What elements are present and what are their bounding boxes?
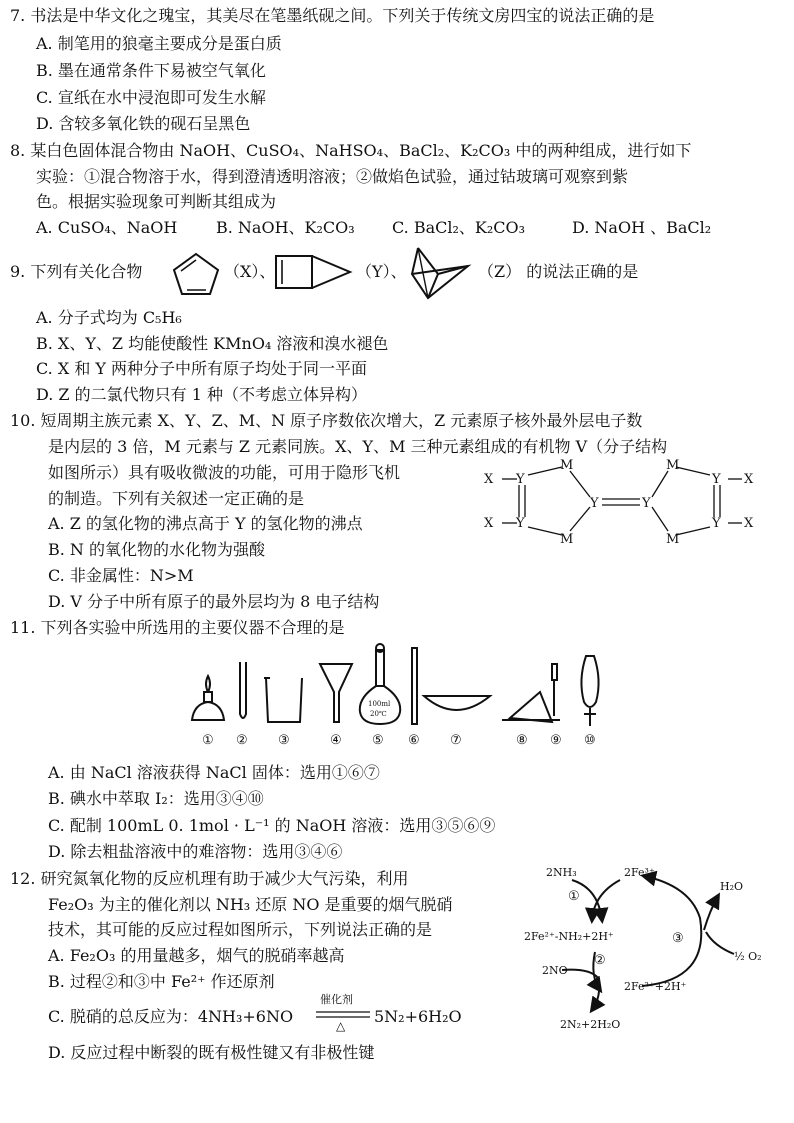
q8-option-b: B. NaOH、K₂CO₃ (216, 218, 355, 237)
q12-option-b: B. 过程②和③中 Fe²⁺ 作还原剂 (48, 972, 275, 991)
q8-stem-line1: 8. 某白色固体混合物由 NaOH、CuSO₄、NaHSO₄、BaCl₂、K₂CO₃ 中的两种组成，进行如下 (10, 141, 692, 160)
q8-option-c: C. BaCl₂、K₂CO₃ (392, 218, 526, 237)
cycle-o2: ½ O₂ (734, 950, 762, 963)
atom-x-4: X (744, 516, 754, 531)
apparatus-label-6: ⑥ (408, 733, 420, 748)
q12-catalyst-label: 催化剂 (320, 993, 353, 1006)
q9-option-a: A. 分子式均为 C₅H₆ (36, 308, 182, 327)
q12-heat-symbol: △ (336, 1019, 346, 1033)
q12-stem-line3: 技术，其可能的反应过程如图所示，下列说法正确的是 (48, 920, 433, 939)
q10-stem-line4: 的制造。下列有关叙述一定正确的是 (48, 489, 305, 508)
q8-option-a: A. CuSO₄、NaOH (36, 218, 178, 237)
reaction-cycle-diagram (520, 860, 790, 1036)
atom-x-3: X (744, 472, 754, 487)
q12-option-c-reactants: C. 脱硝的总反应为：4NH₃+6NO (48, 1007, 294, 1026)
q11-option-c: C. 配制 100mL 0. 1mol · L⁻¹ 的 NaOH 溶液：选用③⑤⑥⑨ (48, 816, 496, 835)
q7-option-a: A. 制笔用的狼毫主要成分是蛋白质 (36, 34, 282, 53)
q9-option-b: B. X、Y、Z 均能使酸性 KMnO₄ 溶液和溴水褪色 (36, 334, 389, 353)
q9-label-z: （Z） 的说法正确的是 (478, 262, 639, 281)
flask-volume-label: 100ml (368, 700, 391, 708)
q11-stem: 11. 下列各实验中所选用的主要仪器不合理的是 (10, 618, 345, 637)
cycle-nh3: 2NH₃ (546, 866, 577, 879)
q10-option-a: A. Z 的氢化物的沸点高于 Y 的氢化物的沸点 (48, 514, 363, 533)
q9-label-y: （Y）、 (356, 262, 407, 281)
q9-label-x: （X）、 (224, 262, 276, 281)
cycle-intermediate: 2Fe²⁺-NH₂+2H⁺ (524, 930, 614, 943)
atom-m-3: M (666, 458, 680, 473)
q9-option-d: D. Z 的二氯代物只有 1 种（不考虑立体异构） (36, 385, 367, 404)
cycle-products: 2N₂+2H₂O (560, 1018, 621, 1031)
compound-y-structure (272, 250, 354, 294)
q7-stem: 7. 书法是中华文化之瑰宝，其美尽在笔墨纸砚之间。下列关于传统文房四宝的说法正确的是 (10, 6, 655, 25)
q11-option-a: A. 由 NaCl 溶液获得 NaCl 固体：选用①⑥⑦ (48, 763, 380, 782)
atom-x-2: X (484, 516, 494, 531)
q8-stem-line3: 色。根据实验现象可判断其组成为 (36, 192, 277, 211)
molecule-v-structure (480, 455, 780, 550)
apparatus-figure (180, 640, 620, 752)
apparatus-label-7: ⑦ (450, 733, 462, 748)
cycle-no: 2NO (542, 964, 568, 977)
apparatus-label-4: ④ (330, 733, 342, 748)
flask-temp-label: 20℃ (370, 710, 387, 718)
apparatus-label-9: ⑨ (550, 733, 562, 748)
atom-y-2: Y (516, 516, 525, 531)
q7-option-d: D. 含较多氧化铁的砚石呈黑色 (36, 114, 251, 133)
q10-option-c: C. 非金属性：N>M (48, 566, 194, 585)
q10-stem-line2: 是内层的 3 倍，M 元素与 Z 元素同族。X、Y、M 三种元素组成的有机物 V（分子结构 (48, 437, 668, 456)
q10-option-b: B. N 的氧化物的水化物为强酸 (48, 540, 266, 559)
atom-m-4: M (666, 532, 680, 547)
q8-stem-line2: 实验：①混合物溶于水，得到澄清透明溶液；②做焰色试验，通过钴玻璃可观察到紫 (36, 167, 629, 186)
q12-stem-line1: 12. 研究氮氧化物的反应机理有助于减少大气污染，利用 (10, 869, 409, 888)
cycle-step-2: ② (594, 953, 606, 968)
cycle-step-1: ① (568, 889, 580, 904)
q12-option-a: A. Fe₂O₃ 的用量越多，烟气的脱硝率越高 (48, 946, 345, 965)
q7-option-c: C. 宣纸在水中浸泡即可发生水解 (36, 88, 266, 107)
apparatus-label-3: ③ (278, 733, 290, 748)
atom-y-1: Y (516, 472, 525, 487)
apparatus-label-5: ⑤ (372, 733, 384, 748)
apparatus-label-2: ② (236, 733, 248, 748)
q12-stem-line2: Fe₂O₃ 为主的催化剂以 NH₃ 还原 NO 是重要的烟气脱硝 (48, 895, 453, 914)
compound-z-structure (404, 244, 474, 302)
atom-m-2: M (560, 532, 574, 547)
apparatus-label-1: ① (202, 733, 214, 748)
atom-y-5: Y (712, 472, 721, 487)
atom-y-4: Y (642, 496, 651, 511)
q9-option-c: C. X 和 Y 两种分子中所有原子均处于同一平面 (36, 359, 368, 378)
apparatus-label-10: ⑩ (584, 733, 596, 748)
q8-option-d: D. NaOH 、BaCl₂ (572, 218, 712, 237)
q10-stem-line3: 如图所示）具有吸收微波的功能，可用于隐形飞机 (48, 463, 401, 482)
q12-option-d: D. 反应过程中断裂的既有极性键又有非极性键 (48, 1043, 375, 1062)
q12-option-c-products: 5N₂+6H₂O (374, 1007, 462, 1026)
compound-x-structure (168, 248, 224, 300)
q11-option-d: D. 除去粗盐溶液中的难溶物：选用③④⑥ (48, 842, 343, 861)
atom-x-1: X (484, 472, 494, 487)
q11-option-b: B. 碘水中萃取 I₂：选用③④⑩ (48, 789, 264, 808)
cycle-fe3-top: 2Fe³⁺ (624, 866, 655, 879)
q10-option-d: D. V 分子中所有原子的最外层均为 8 电子结构 (48, 592, 380, 611)
q7-option-b: B. 墨在通常条件下易被空气氧化 (36, 61, 266, 80)
q10-stem-line1: 10. 短周期主族元素 X、Y、Z、M、N 原子序数依次增大，Z 元素原子核外最外层电子数 (10, 411, 643, 430)
cycle-fe2: 2Fe²⁺+2H⁺ (624, 980, 687, 993)
apparatus-label-8: ⑧ (516, 733, 528, 748)
atom-y-6: Y (712, 516, 721, 531)
cycle-h2o: H₂O (720, 880, 744, 893)
cycle-step-3: ③ (672, 931, 684, 946)
atom-y-3: Y (590, 496, 599, 511)
atom-m-1: M (560, 458, 574, 473)
q9-stem: 9. 下列有关化合物 (10, 262, 143, 281)
